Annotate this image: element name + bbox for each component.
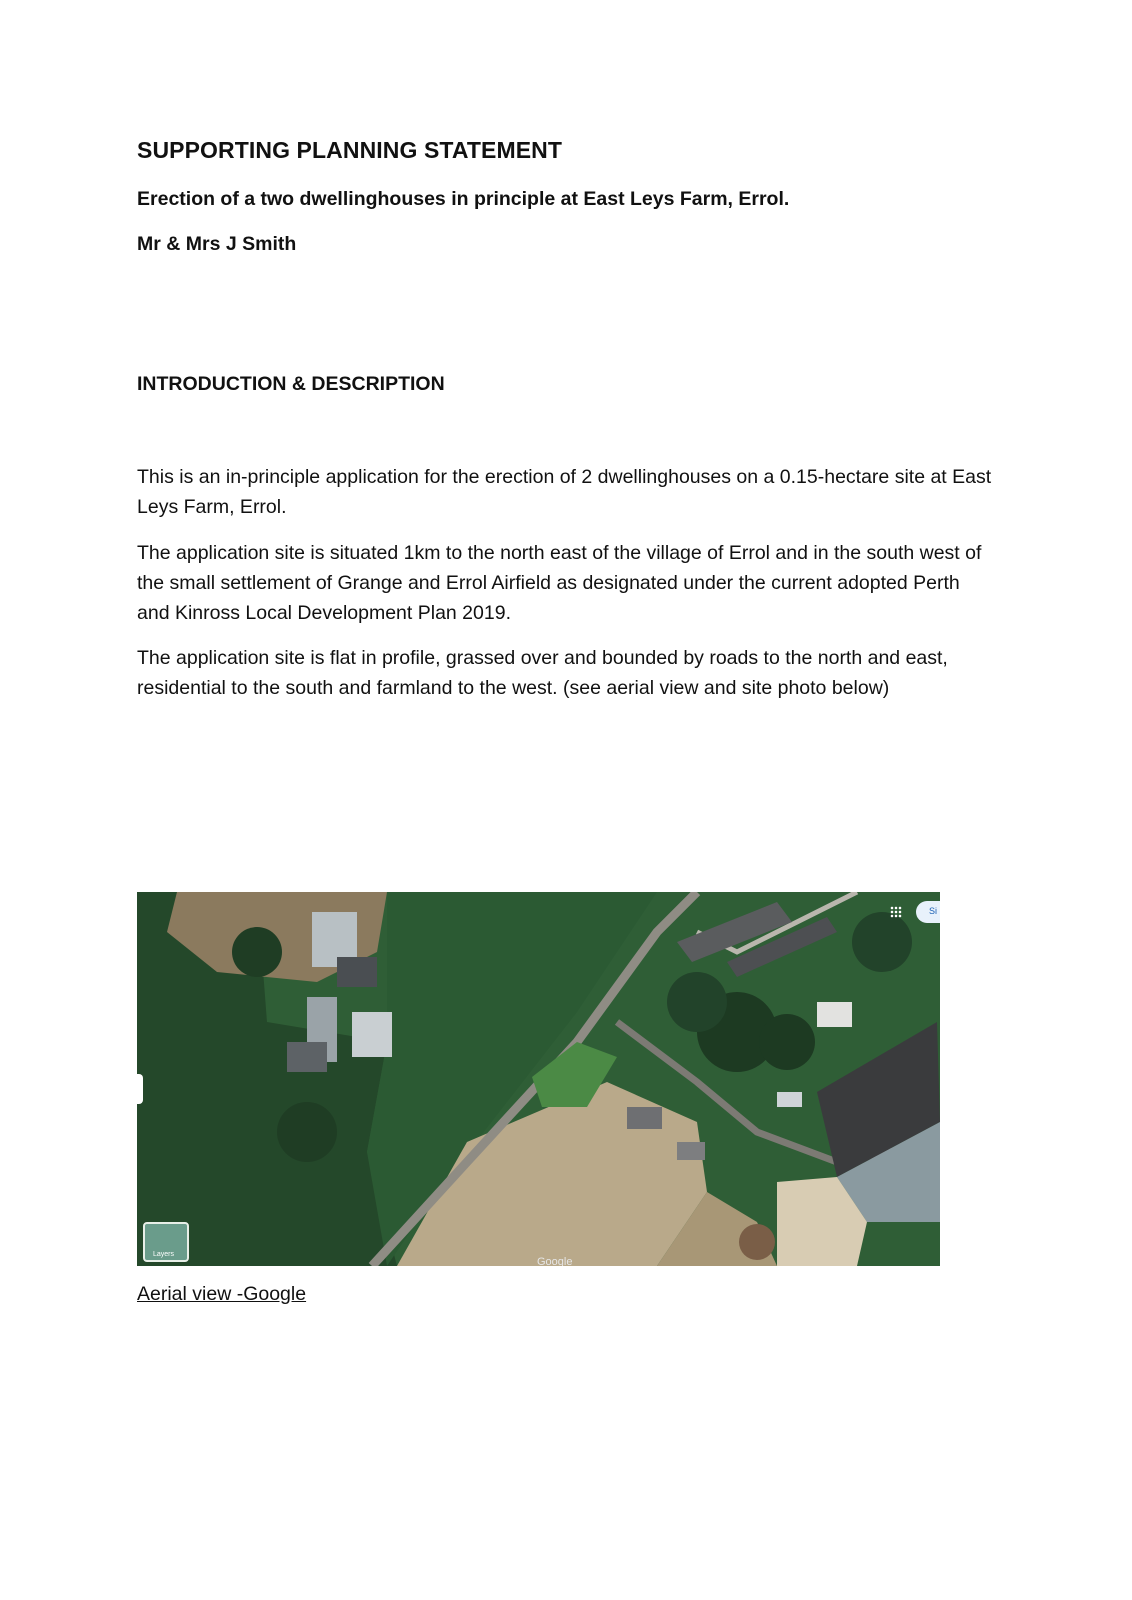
apps-grid-icon[interactable]: [890, 906, 902, 918]
google-watermark: Google: [537, 1256, 573, 1266]
section-heading: INTRODUCTION & DESCRIPTION: [137, 373, 445, 395]
paragraph-intro: This is an in-principle application for the erection of 2 dwellinghouses on a 0.15-hectare site at East Leys Farm, Errol.: [137, 466, 992, 518]
document-subtitle: Erection of a two dwellinghouses in principle at East Leys Farm, Errol.: [137, 188, 790, 210]
aerial-view-illustration: [137, 892, 940, 1266]
map-side-tab[interactable]: [137, 1074, 143, 1104]
paragraph-site: The application site is flat in profile, grassed over and bounded by roads to the north and east, residential to the south and farmland to the west. (see aerial view and site photo below): [137, 647, 948, 699]
figure-caption: Aerial view -Google: [137, 1283, 307, 1305]
aerial-view-image: [137, 892, 940, 1266]
sign-in-label: Si: [929, 906, 938, 916]
sign-in-button[interactable]: [916, 901, 940, 923]
layers-label: Layers: [153, 1251, 175, 1258]
applicant-name: Mr & Mrs J Smith: [137, 233, 297, 255]
layers-icon[interactable]: [143, 1222, 189, 1262]
paragraph-location: The application site is situated 1km to the north east of the village of Errol and in the south west of the small settlement of Grange and Errol Airfield as designated under the current adopted Perth and Kinross Local Development Plan 2019.: [137, 542, 982, 624]
document-title: SUPPORTING PLANNING STATEMENT: [137, 137, 562, 163]
